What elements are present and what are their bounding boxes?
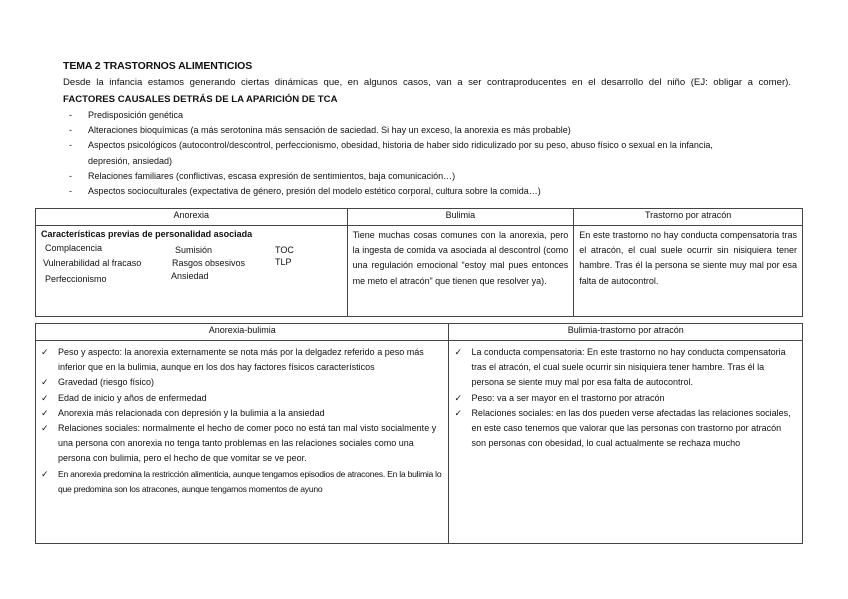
dash-bullet: - xyxy=(69,186,72,197)
trait: Sumisión xyxy=(175,245,213,255)
bulimia-atracon-list xyxy=(454,345,797,451)
anorexia-bulimia-list xyxy=(41,345,443,497)
document-title: TEMA 2 TRASTORNOS ALIMENTICIOS xyxy=(63,60,253,72)
trait: TOC xyxy=(275,245,294,255)
check-icon: ✓ xyxy=(41,423,49,434)
personality-traits xyxy=(41,241,342,301)
check-icon: ✓ xyxy=(454,392,462,403)
dash-bullet: - xyxy=(69,125,72,136)
bulimia-cell: Tiene muchas cosas comunes con la anorexia, pero la ingesta de comida va asociada al descontrol (como una regulación emocional “estoy mal pues entonces me meto el atracón” que tienen que resolver ya). xyxy=(347,226,574,317)
factors-heading: FACTORES CAUSALES DETRÁS DE LA APARICIÓN DE TCA xyxy=(63,94,338,105)
header-atracon: Trastorno por atracón xyxy=(574,209,803,226)
trait: Rasgos obsesivos xyxy=(172,258,246,268)
factor-item: - Alteraciones bioquímicas (a más serotonina más sensación de saciedad. Si hay un exceso, la anorexia es más probable) xyxy=(63,123,803,138)
check-icon: ✓ xyxy=(41,392,49,403)
check-icon: ✓ xyxy=(41,347,49,357)
list-item: ✓ Anorexia más relacionada con depresión y la bulimia a la ansiedad xyxy=(41,406,443,421)
check-icon: ✓ xyxy=(41,377,49,388)
trait: Perfeccionismo xyxy=(45,274,107,284)
factor-item: - Predisposición genética xyxy=(63,108,803,123)
trait: Vulnerabilidad al fracaso xyxy=(43,258,142,268)
trait: TLP xyxy=(275,257,292,267)
check-icon: ✓ xyxy=(454,407,462,418)
anorexia-cell xyxy=(36,226,348,317)
factor-item-continuation: depresión, ansiedad) xyxy=(88,155,173,166)
list-item: ✓ La conducta compensatoria: En este trastorno no hay conducta compensatoria tras el atracón, el cual suele ocurrir sin nisiquiera tener hambre. Tras él la persona se siente muy mal por esa falta de autocontrol. xyxy=(454,347,786,388)
trait: Ansiedad xyxy=(171,271,209,281)
header-anorexia: Anorexia xyxy=(36,209,348,226)
header-anorexia-bulimia: Anorexia-bulimia xyxy=(36,324,449,341)
list-item: ✓ En anorexia predomina la restricción alimenticia, aunque tengamos episodios de atracones. En la bulimia lo que predomina son los atracones, aunque tengamos momentos de ayuno xyxy=(41,468,442,494)
dash-bullet: - xyxy=(69,140,72,151)
header-bulimia: Bulimia xyxy=(347,209,574,226)
dash-bullet: - xyxy=(69,170,72,181)
check-icon: ✓ xyxy=(454,347,462,357)
comparison-table xyxy=(35,323,803,544)
factors-list xyxy=(63,108,803,199)
list-item: ✓ Relaciones sociales: en las dos pueden verse afectadas las relaciones sociales, en este caso tenemos que valorar que las personas con trastorno por atracón son personas con obesidad, lo cual actualmente se rechaza mucho xyxy=(454,407,791,449)
disorders-table xyxy=(35,208,803,317)
intro-paragraph: Desde la infancia estamos generando ciertas dinámicas que, en algunos casos, van a ser contraproducentes en el desarrollo del niño (EJ: obligar a comer). xyxy=(63,77,791,88)
check-icon: ✓ xyxy=(41,468,49,479)
dash-bullet: - xyxy=(69,110,72,120)
list-item: ✓ Peso y aspecto: la anorexia externamente se nota más por la delgadez referido a peso más inferior que en la bulimia, aunque en los dos hay factores físicos característicos xyxy=(41,347,424,373)
atracon-cell: En este trastorno no hay conducta compensatoria tras el atracón, el cual suele ocurrir sin nisiquiera tener hambre. Tras él la persona se siente muy mal por esa falta de autocontrol. xyxy=(574,226,803,317)
anorexia-bulimia-cell xyxy=(36,341,449,544)
list-item: ✓ Peso: va a ser mayor en el trastorno por atracón xyxy=(454,391,797,406)
header-bulimia-atracon: Bulimia-trastorno por atracón xyxy=(449,324,803,341)
bulimia-atracon-cell xyxy=(449,341,803,544)
list-item: ✓ Edad de inicio y años de enfermedad xyxy=(41,391,443,406)
list-item: ✓ Relaciones sociales: normalmente el hecho de comer poco no está tan mal visto socialmente y una persona con anorexia no tenga tanto problemas en las relaciones sociales como una persona con bulimia, pero el hecho de que vomitar se ve peor. xyxy=(41,423,437,464)
trait: Complacencia xyxy=(45,243,103,253)
factor-item: - Aspectos psicológicos (autocontrol/descontrol, perfeccionismo, obesidad, historia de haber sido ridiculizado por su peso, abuso físico o sexual en la infancia, xyxy=(63,138,803,153)
check-icon: ✓ xyxy=(41,407,49,418)
list-item: ✓ Gravedad (riesgo físico) xyxy=(41,375,443,390)
personality-title: Características previas de personalidad asociada xyxy=(41,229,253,239)
factor-item: - Aspectos socioculturales (expectativa de género, presión del modelo estético corporal, cultura sobre la comida…) xyxy=(63,184,803,199)
factor-item: - Relaciones familiares (conflictivas, escasa expresión de sentimientos, baja comunicación…) xyxy=(63,169,803,184)
